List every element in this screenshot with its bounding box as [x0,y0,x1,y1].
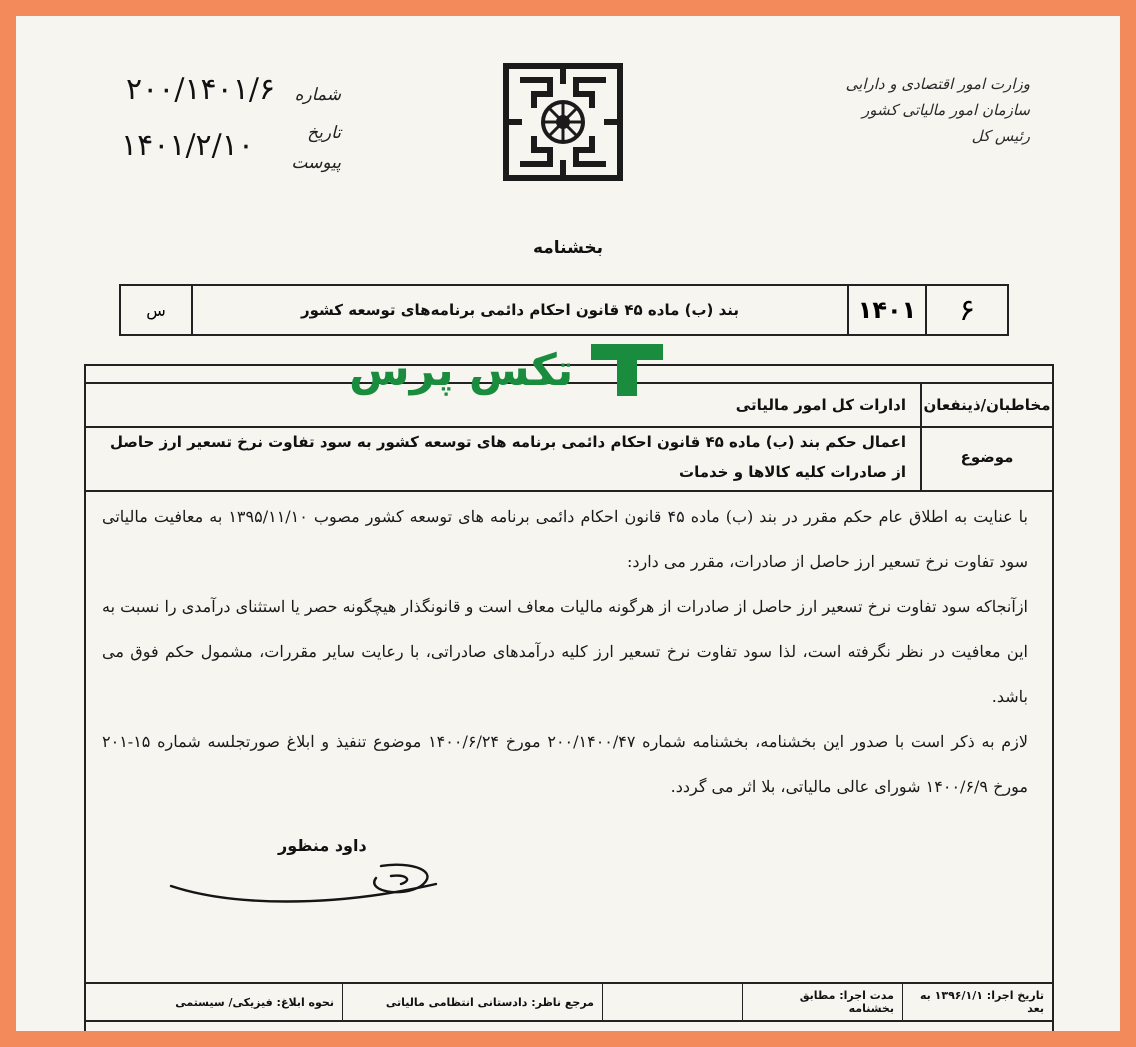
ministry-name: وزارت امور اقتصادی و دارایی [845,75,1030,93]
emblem-icon [498,58,628,186]
watermark-logo [349,344,663,396]
signature-scribble [151,836,451,916]
letter-number: ۲۰۰/۱۴۰۱/۶ [126,72,276,107]
page-title: بخشنامه [532,238,604,258]
duration: مدت اجرا: مطابق بخشنامه [742,984,902,1020]
circular-code: س [146,300,166,320]
body-paragraph: ازآنجاکه سود تفاوت نرخ تسعیر ارز حاصل از صادرات از هرگونه مالیات معاف است و قانونگذار هیچگونه حصر یا استثنای درآمدی را نسبت به این معافیت در نظر نگرفته است، لذا سود تفاوت نرخ تسعیر ارز کلیه درآمدهای صادراتی، با رعایت سایر مقررات، مشمول حکم فوق می باشد. [102,597,1028,706]
effective-date: تاریخ اجرا: ۱۳۹۶/۱/۱ به بعد [902,984,1052,1020]
body-paragraph: لازم به ذکر است با صدور این بخشنامه، بخشنامه شماره ۲۰۰/۱۴۰۰/۴۷ مورخ ۱۴۰۰/۶/۲۴ موضوع تنفیذ و ابلاغ صورتجلسه شماره ۱۵-۲۰۱ مورخ ۱۴۰۰/۶/۹ شورای عالی مالیاتی، بلا اثر می گردد. [102,732,1028,796]
office-title: رئیس کل [971,127,1030,145]
number-label: شماره [294,85,341,105]
circular-title-bar [119,284,1009,336]
subject-row [86,424,1052,492]
attachment-label: پیوست [291,153,341,173]
watermark-text: تکس پرس [349,344,574,396]
letter-date: ۱۴۰۱/۲/۱۰ [121,128,255,163]
letterhead [846,71,1030,149]
circular-subject: بند (ب) ماده ۴۵ قانون احکام دائمی برنامه‌های توسعه کشور [191,286,847,334]
watermark-mark-icon [591,344,663,396]
subject-label: موضوع [920,424,1052,490]
organization-name: سازمان امور مالیاتی کشور [862,101,1030,119]
footer-bar [84,982,1054,1022]
delivery-method: نحوه ابلاغ: فیزیکی/ سیستمی [175,995,334,1009]
recipients-label: مخاطبان/ذینفعان [920,384,1052,426]
meta-labels [281,76,341,174]
body-text [102,494,1028,809]
circular-year: ۱۴۰۱ [847,286,925,334]
body-paragraph: با عنایت به اطلاق عام حکم مقرر در بند (ب) ماده ۴۵ قانون احکام دائمی برنامه های توسعه کشور مصوب ۱۳۹۵/۱۱/۱۰ به معافیت مالیاتی سود تفاوت نرخ تسعیر ارز حاصل از صادرات، مقرر می دارد: [102,507,1029,571]
circular-sequence: ۶ [925,286,1007,334]
supervising-authority: مرجع ناظر: دادستانی انتظامی مالیاتی [342,984,602,1020]
signatory-name: داود منظور [278,836,367,855]
document-page [16,16,1120,1031]
date-label: تاریخ [307,123,341,143]
recipients-value: ادارات کل امور مالیاتی [735,396,906,414]
subject-value: اعمال حکم بند (ب) ماده ۴۵ قانون احکام دائمی برنامه های توسعه کشور به سود تفاوت نرخ تسعیر ارز حاصل از صادرات کلیه کالاها و خدمات [109,433,906,481]
